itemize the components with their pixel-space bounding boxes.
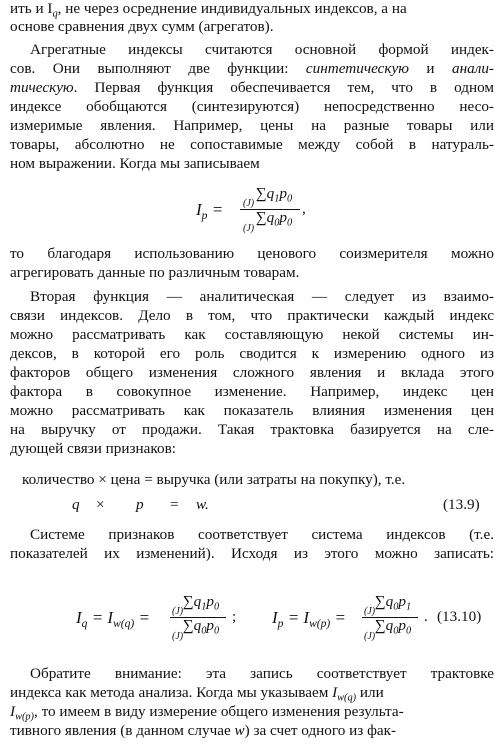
text-span: . Первая функция обеспечивается тем, что в одном [73, 79, 494, 96]
semicolon: ; [232, 608, 237, 625]
text-line: Вторая функция — аналитическая — следует из взаимо- [30, 288, 494, 305]
formula-lhs-iq: $I_q = I_{w(q)}$ = [76, 608, 150, 631]
sum-index: (J) [172, 606, 184, 617]
text-line: Системе признаков соответствует система индексов (т.е. [30, 526, 494, 543]
italic-term: анали- [451, 60, 494, 77]
equation-number: (13.10) [437, 608, 482, 625]
italic-term: w [234, 722, 245, 739]
italic-term: синтетическую [305, 60, 409, 77]
text-line: $I_{w(p)}$, то имеем в виду измерение общего изменения результа- [10, 703, 404, 723]
sum-index: (J) [364, 606, 376, 617]
text-line: можно рассматривать как показатель влияния изменения цен [10, 402, 494, 419]
numerator: $\sum q_0p_1$ [374, 593, 412, 613]
symbol-p: p [136, 496, 144, 513]
formula-lhs: $I_p$ = [196, 200, 224, 223]
italic-term: тическую [10, 79, 74, 96]
text-line [10, 60, 494, 78]
numerator: $\sum q_1p_0$ [182, 593, 220, 613]
denominator: $\sum q_0p_0$ [374, 617, 412, 637]
symbol-w: w. [196, 496, 209, 513]
text-line: товары, абсолютно не сопоставимые между собой в натураль- [10, 136, 494, 153]
text-line: измеримые явления. Например, цены на разные товары или [10, 117, 494, 134]
text-span: или [356, 684, 384, 701]
text-line: на выручку от продажи. Такая трактовка базируется на сле- [10, 421, 494, 438]
text-span: , то имеем в виду измерение общего изменения результа- [34, 703, 404, 720]
text-line: ить и $I_q$, не через осреднение индивидуальных индексов, а на [10, 0, 407, 20]
text-line: Обратите внимание: эта запись соответствует трактовке [30, 665, 494, 682]
symbol-eq: = [170, 496, 179, 513]
symbol-times: × [96, 496, 105, 513]
comma: , [302, 200, 306, 217]
period: . [424, 608, 428, 625]
text-line: индекса как метода анализа. Когда мы указываем $I_{w(q)}$ или [10, 684, 384, 704]
numerator: $\sum q_1p_0$ [255, 185, 293, 205]
text-line: основе сравнения двух сумм (агрегатов). [10, 18, 274, 35]
relation-words: количество × цена = выручка (или затраты на покупку), т.е. [22, 471, 406, 488]
sum-index: (J) [243, 223, 255, 234]
text-span: индекса как метода анализа. Когда мы указываем [10, 684, 333, 701]
text-span: ) за счет одного из фак- [244, 722, 397, 739]
text-span: тивного явления (в данном случае [10, 722, 235, 739]
text-line: фактора в совокупное изменение. Например, индекс цен [10, 383, 494, 400]
text-line: то благодаря использованию ценового соизмерителя можно [10, 245, 494, 262]
text-line: показателей их изменений). Исходя из этого можно записать: [10, 545, 494, 562]
text-line: индексе обобщаются (синтезируются) непосредственно несо- [10, 98, 494, 115]
text-line: связи индексов. Дело в том, что практически каждый индекс [10, 307, 494, 324]
formula-lhs-ip: $I_p = I_{w(p)}$ = [272, 608, 346, 631]
sum-index: (J) [172, 631, 184, 642]
text-line: ном выражении. Когда мы записываем [10, 155, 260, 172]
denominator: $\sum q_0p_0$ [255, 209, 293, 229]
text-line: дексов, в которой его роль сводится к измерению одного из [10, 345, 494, 362]
denominator: $\sum q_0p_0$ [182, 617, 220, 637]
symbol-q: q [72, 496, 80, 513]
sum-index: (J) [243, 198, 255, 209]
text-span: и [408, 60, 452, 77]
text-line: агрегировать данные по различным товарам. [10, 264, 300, 281]
text-span: сов. Они выполняют две функции: [10, 60, 306, 77]
text-line [10, 722, 494, 740]
text-line [10, 79, 494, 97]
text-span: ить и I [10, 0, 53, 17]
text-line: Агрегатные индексы считаются основной формой индек- [30, 41, 494, 58]
text-line: можно рассматривать как составляющую некой системы ин- [10, 326, 494, 343]
text-span: , не через осреднение индивидуальных индексов, а на [57, 0, 407, 17]
sum-index: (J) [364, 631, 376, 642]
text-line: дующей связи признаков: [10, 440, 176, 457]
text-line: факторов общего изменения сложного явления и вклада этого [10, 364, 494, 381]
equation-number: (13.9) [443, 496, 480, 513]
